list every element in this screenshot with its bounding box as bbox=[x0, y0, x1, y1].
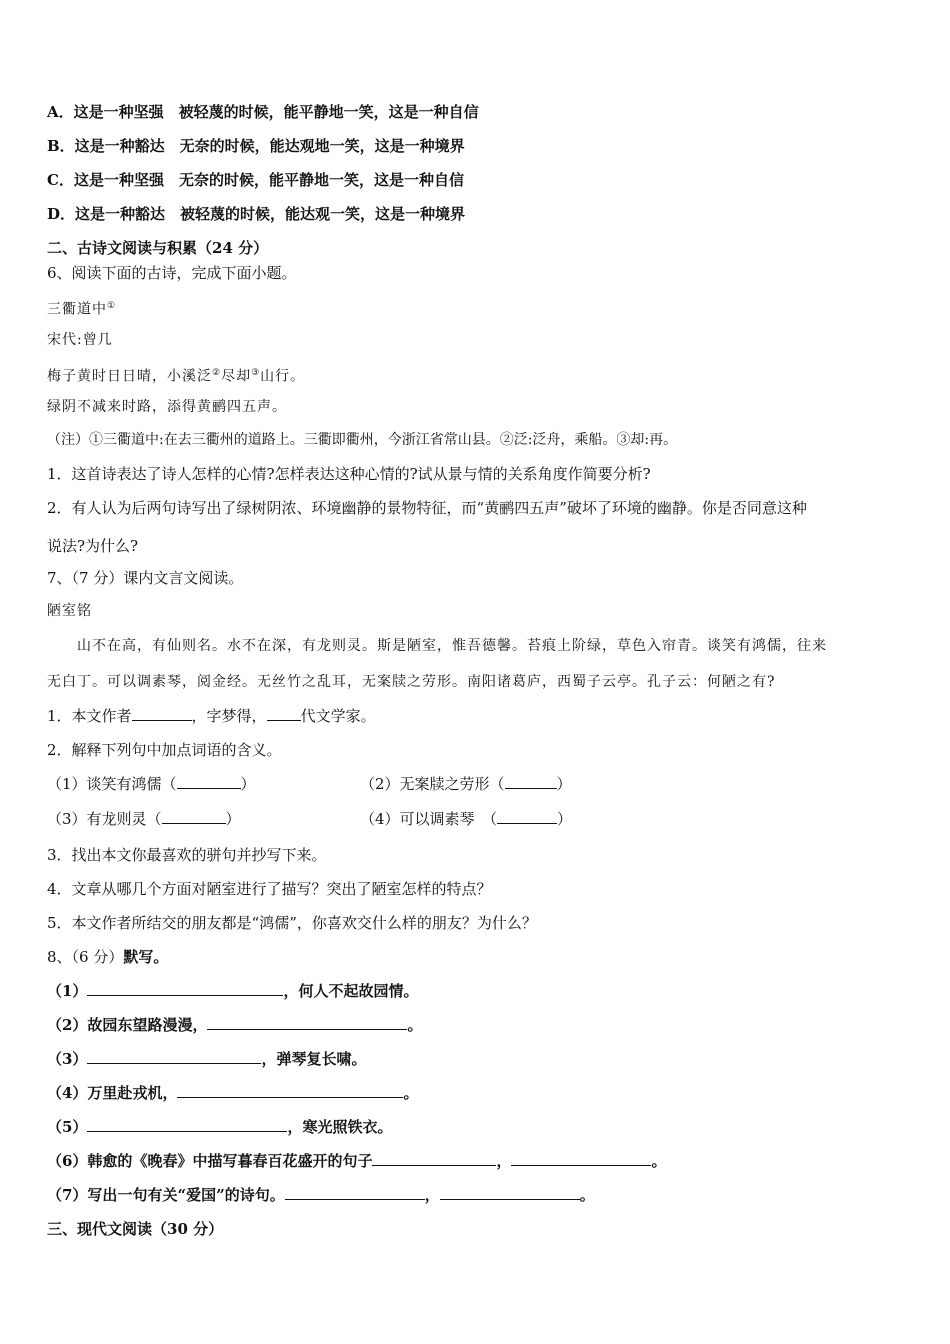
q7-2-4: （4）可以调素琴 （ ） bbox=[360, 810, 573, 828]
q7-text-2: 无白丁。可以调素琴，阅金经。无丝竹之乱耳，无案牍之劳形。南阳诸葛庐，西蜀子云亭。孔子云：何陋之有? bbox=[47, 674, 776, 690]
q6-2-line1: 2．有人认为后两句诗写出了绿树阴浓、环境幽静的景物特征，而“黄鹂四五声”破坏了环境的幽静。你是否同意这种 bbox=[47, 499, 807, 517]
q8-6: （6）韩愈的《晚春》中描写暮春百花盛开的句子 ， 。 bbox=[47, 1152, 667, 1170]
option-b: B．这是一种豁达 无奈的时候，能达观地一笑，这是一种境界 bbox=[47, 137, 465, 155]
q6-2-line2: 说法?为什么? bbox=[47, 537, 139, 555]
q7-2-3: （3）有龙则灵（ ） bbox=[47, 810, 241, 828]
q8-intro: 8、（6 分）默写。 bbox=[47, 948, 169, 966]
q7-title: 陋室铭 bbox=[47, 603, 92, 619]
q7-2: 2．解释下列句中加点词语的含义。 bbox=[47, 741, 282, 759]
poem-note: （注）①三衢道中:在去三衢州的道路上。三衢即衢州，今浙江省常山县。②泛:泛舟，乘船。③却:再。 bbox=[47, 432, 678, 448]
q8-5: （5） ，寒光照铁衣。 bbox=[47, 1118, 393, 1136]
q8-2: （2）故园东望路漫漫， 。 bbox=[47, 1016, 423, 1034]
q8-3: （3） ，弹琴复长啸。 bbox=[47, 1050, 367, 1068]
q8-1: （1） ，何人不起故园情。 bbox=[47, 982, 419, 1000]
q8-7: （7）写出一句有关“爱国”的诗句。 ， 。 bbox=[47, 1186, 595, 1204]
q7-text-1: 山不在高，有仙则名。水不在深，有龙则灵。斯是陋室，惟吾德馨。苔痕上阶绿，草色入帘青。谈笑有鸿儒，往来 bbox=[47, 638, 827, 654]
q7-2-2: （2）无案牍之劳形（ ） bbox=[360, 775, 572, 793]
section2-title: 二、古诗文阅读与积累（24 分） bbox=[47, 239, 269, 257]
q7-5: 5．本文作者所结交的朋友都是“鸿儒”，你喜欢交什么样的朋友？为什么？ bbox=[47, 914, 537, 932]
poem-author: 宋代:曾几 bbox=[47, 332, 113, 348]
q7-3: 3．找出本文你最喜欢的骈句并抄写下来。 bbox=[47, 846, 327, 864]
option-a: A．这是一种坚强 被轻蔑的时候，能平静地一笑，这是一种自信 bbox=[47, 103, 479, 121]
poem-title: 三衢道中① bbox=[47, 301, 117, 318]
option-c: C．这是一种坚强 无奈的时候，能平静地一笑，这是一种自信 bbox=[47, 171, 464, 189]
q7-intro: 7、（7 分）课内文言文阅读。 bbox=[47, 569, 244, 587]
q6-1: 1．这首诗表达了诗人怎样的心情?怎样表达这种心情的?试从景与情的关系角度作简要分析? bbox=[47, 465, 651, 483]
poem-line-1: 梅子黄时日日晴，小溪泛②尽却③山行。 bbox=[47, 368, 306, 385]
q6-intro: 6、阅读下面的古诗，完成下面小题。 bbox=[47, 264, 297, 282]
q7-4: 4．文章从哪几个方面对陋室进行了描写？突出了陋室怎样的特点？ bbox=[47, 880, 492, 898]
option-d: D．这是一种豁达 被轻蔑的时候，能达观一笑，这是一种境界 bbox=[47, 205, 466, 223]
q7-2-1: （1）谈笑有鸿儒（ ） bbox=[47, 775, 256, 793]
q7-1: 1．本文作者 ，字梦得， 代文学家。 bbox=[47, 707, 376, 725]
q8-4: （4）万里赴戎机， 。 bbox=[47, 1084, 419, 1102]
section3-title: 三、现代文阅读（30 分） bbox=[47, 1220, 224, 1238]
poem-line-2: 绿阴不减来时路，添得黄鹂四五声。 bbox=[47, 399, 287, 415]
